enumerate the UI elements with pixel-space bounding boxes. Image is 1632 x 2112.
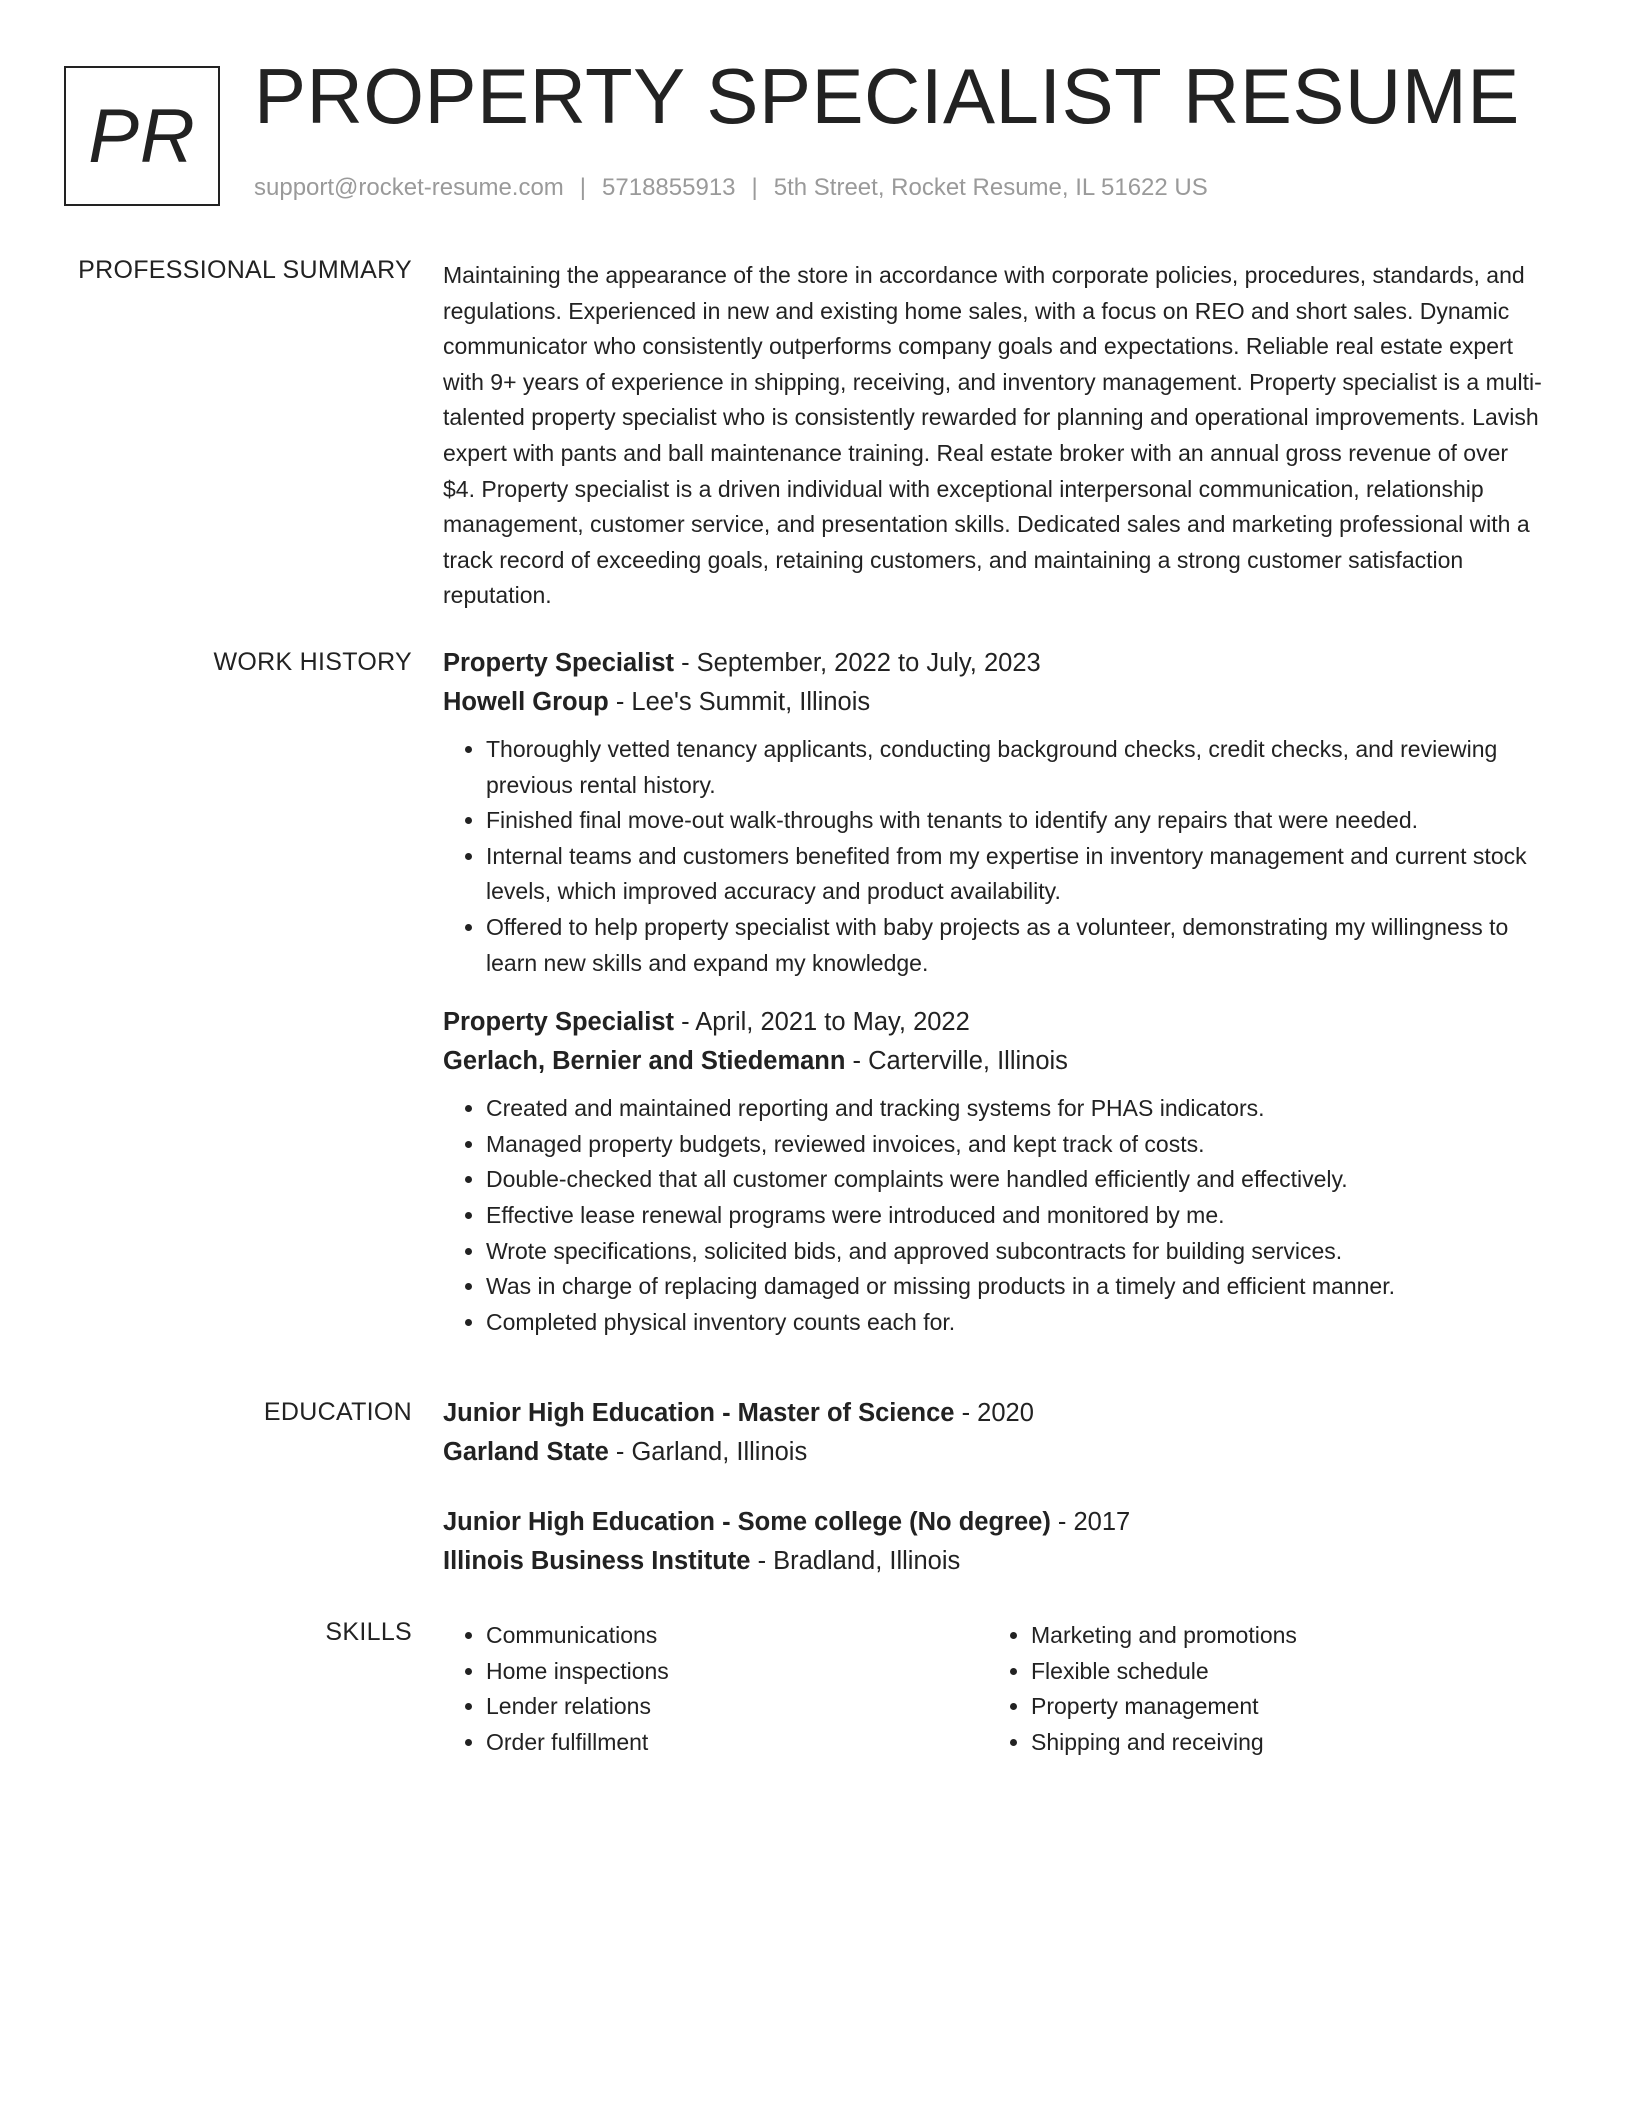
job-dates: - September, 2022 to July, 2023 bbox=[674, 649, 1041, 677]
monogram-initials: PR bbox=[88, 93, 196, 179]
skill-item: • Home inspections bbox=[486, 1654, 988, 1690]
job-bullets bbox=[443, 732, 1543, 981]
education-school: Illinois Business Institute bbox=[443, 1547, 751, 1575]
skills-list bbox=[988, 1618, 1533, 1760]
job-bullet: • Wrote specifications, solicited bids, and approved subcontracts for building services. bbox=[486, 1234, 1543, 1270]
skill-item: • Shipping and receiving bbox=[1031, 1725, 1533, 1761]
education-entry bbox=[443, 1503, 1543, 1581]
resume-title: PROPERTY SPECIALIST RESUME bbox=[254, 52, 1520, 140]
education-location: - Garland, Illinois bbox=[608, 1438, 808, 1466]
job-entry bbox=[443, 1003, 1543, 1340]
education-school-line bbox=[443, 1433, 1543, 1472]
skills-column-right bbox=[988, 1618, 1533, 1760]
job-bullet: • Finished final move-out walk-throughs with tenants to identify any repairs that were needed. bbox=[486, 803, 1543, 839]
education-year: - 2017 bbox=[1050, 1508, 1131, 1536]
monogram-box bbox=[64, 66, 220, 206]
contact-email[interactable]: support@rocket-resume.com bbox=[254, 174, 564, 201]
job-dates: - April, 2021 to May, 2022 bbox=[674, 1008, 970, 1037]
job-title: Property Specialist bbox=[443, 649, 675, 677]
summary-heading: PROFESSIONAL SUMMARY bbox=[78, 256, 412, 284]
job-bullet: • Effective lease renewal programs were introduced and monitored by me. bbox=[486, 1198, 1543, 1234]
skill-item: • Marketing and promotions bbox=[1031, 1618, 1533, 1654]
education-year: - 2020 bbox=[954, 1399, 1034, 1427]
contact-line bbox=[254, 174, 1208, 202]
work-history-heading: WORK HISTORY bbox=[213, 648, 412, 676]
job-location: - Lee's Summit, Illinois bbox=[608, 688, 871, 716]
job-company: Howell Group bbox=[443, 688, 609, 716]
skills-column-left bbox=[443, 1618, 988, 1760]
contact-address: 5th Street, Rocket Resume, IL 51622 US bbox=[773, 174, 1208, 201]
skills-heading: SKILLS bbox=[325, 1618, 412, 1646]
education-body bbox=[443, 1394, 1543, 1581]
contact-separator: | bbox=[751, 174, 758, 201]
job-title-line bbox=[443, 1003, 1543, 1042]
education-degree-line bbox=[443, 1394, 1543, 1433]
job-location: - Carterville, Illinois bbox=[845, 1047, 1068, 1076]
job-title-line bbox=[443, 644, 1543, 683]
job-entry bbox=[443, 644, 1543, 981]
education-entry bbox=[443, 1394, 1543, 1472]
job-company: Gerlach, Bernier and Stiedemann bbox=[443, 1047, 846, 1076]
summary-body bbox=[443, 258, 1543, 614]
education-school: Garland State bbox=[443, 1438, 609, 1466]
skill-item: • Flexible schedule bbox=[1031, 1654, 1533, 1690]
summary-text: Maintaining the appearance of the store in accordance with corporate policies, procedures, standards, and regulations. Experienced in new and existing home sales, with a focus on REO and short sales. Dynamic communicator who consistently outperforms company goals and expectations. Reliable real estate expert with 9+ years of experience in shipping, receiving, and inventory management. Property specialist is a multi-talented property specialist who is consistently rewarded for planning and operational improvements. Lavish expert with pants and ball maintenance training. Real estate broker with an annual gross revenue of over $4. Property specialist is a driven individual with exceptional interpersonal communication, relationship management, customer service, and presentation skills. Dedicated sales and marketing professional with a track record of exceeding goals, retaining customers, and maintaining a strong customer satisfaction reputation. bbox=[443, 262, 1542, 609]
job-bullet: • Offered to help property specialist with baby projects as a volunteer, demonstrating my willingness to learn new skills and expand my knowledge. bbox=[486, 910, 1543, 981]
job-title: Property Specialist bbox=[443, 1008, 675, 1037]
education-heading: EDUCATION bbox=[263, 1398, 412, 1426]
contact-separator: | bbox=[579, 174, 587, 201]
contact-phone[interactable]: 5718855913 bbox=[602, 174, 736, 201]
education-degree: Junior High Education - Master of Science bbox=[443, 1399, 955, 1427]
skills-list bbox=[443, 1618, 988, 1760]
job-bullet: • Thoroughly vetted tenancy applicants, conducting background checks, credit checks, and reviewing previous rental history. bbox=[486, 732, 1543, 803]
skill-item: • Communications bbox=[486, 1618, 988, 1654]
education-location: - Bradland, Illinois bbox=[750, 1547, 961, 1575]
education-degree-line bbox=[443, 1503, 1543, 1542]
skill-item: • Lender relations bbox=[486, 1689, 988, 1725]
job-company-line bbox=[443, 1042, 1543, 1081]
job-bullet: • Was in charge of replacing damaged or missing products in a timely and efficient manner. bbox=[486, 1269, 1543, 1305]
skill-item: • Order fulfillment bbox=[486, 1725, 988, 1761]
skill-item: • Property management bbox=[1031, 1689, 1533, 1725]
education-degree: Junior High Education - Some college (No degree) bbox=[443, 1508, 1051, 1536]
job-bullet: • Double-checked that all customer complaints were handled efficiently and effectively. bbox=[486, 1162, 1543, 1198]
job-company-line bbox=[443, 683, 1543, 722]
skills-columns bbox=[443, 1618, 1543, 1760]
job-bullets bbox=[443, 1091, 1543, 1340]
job-bullet: • Managed property budgets, reviewed invoices, and kept track of costs. bbox=[486, 1127, 1543, 1163]
job-bullet: • Completed physical inventory counts each for. bbox=[486, 1305, 1543, 1341]
job-bullet: • Created and maintained reporting and tracking systems for PHAS indicators. bbox=[486, 1091, 1543, 1127]
job-bullet: • Internal teams and customers benefited from my expertise in inventory management and current stock levels, which improved accuracy and product availability. bbox=[486, 839, 1543, 910]
work-history-body bbox=[443, 644, 1543, 1340]
education-school-line bbox=[443, 1542, 1543, 1581]
skills-body bbox=[443, 1618, 1543, 1760]
